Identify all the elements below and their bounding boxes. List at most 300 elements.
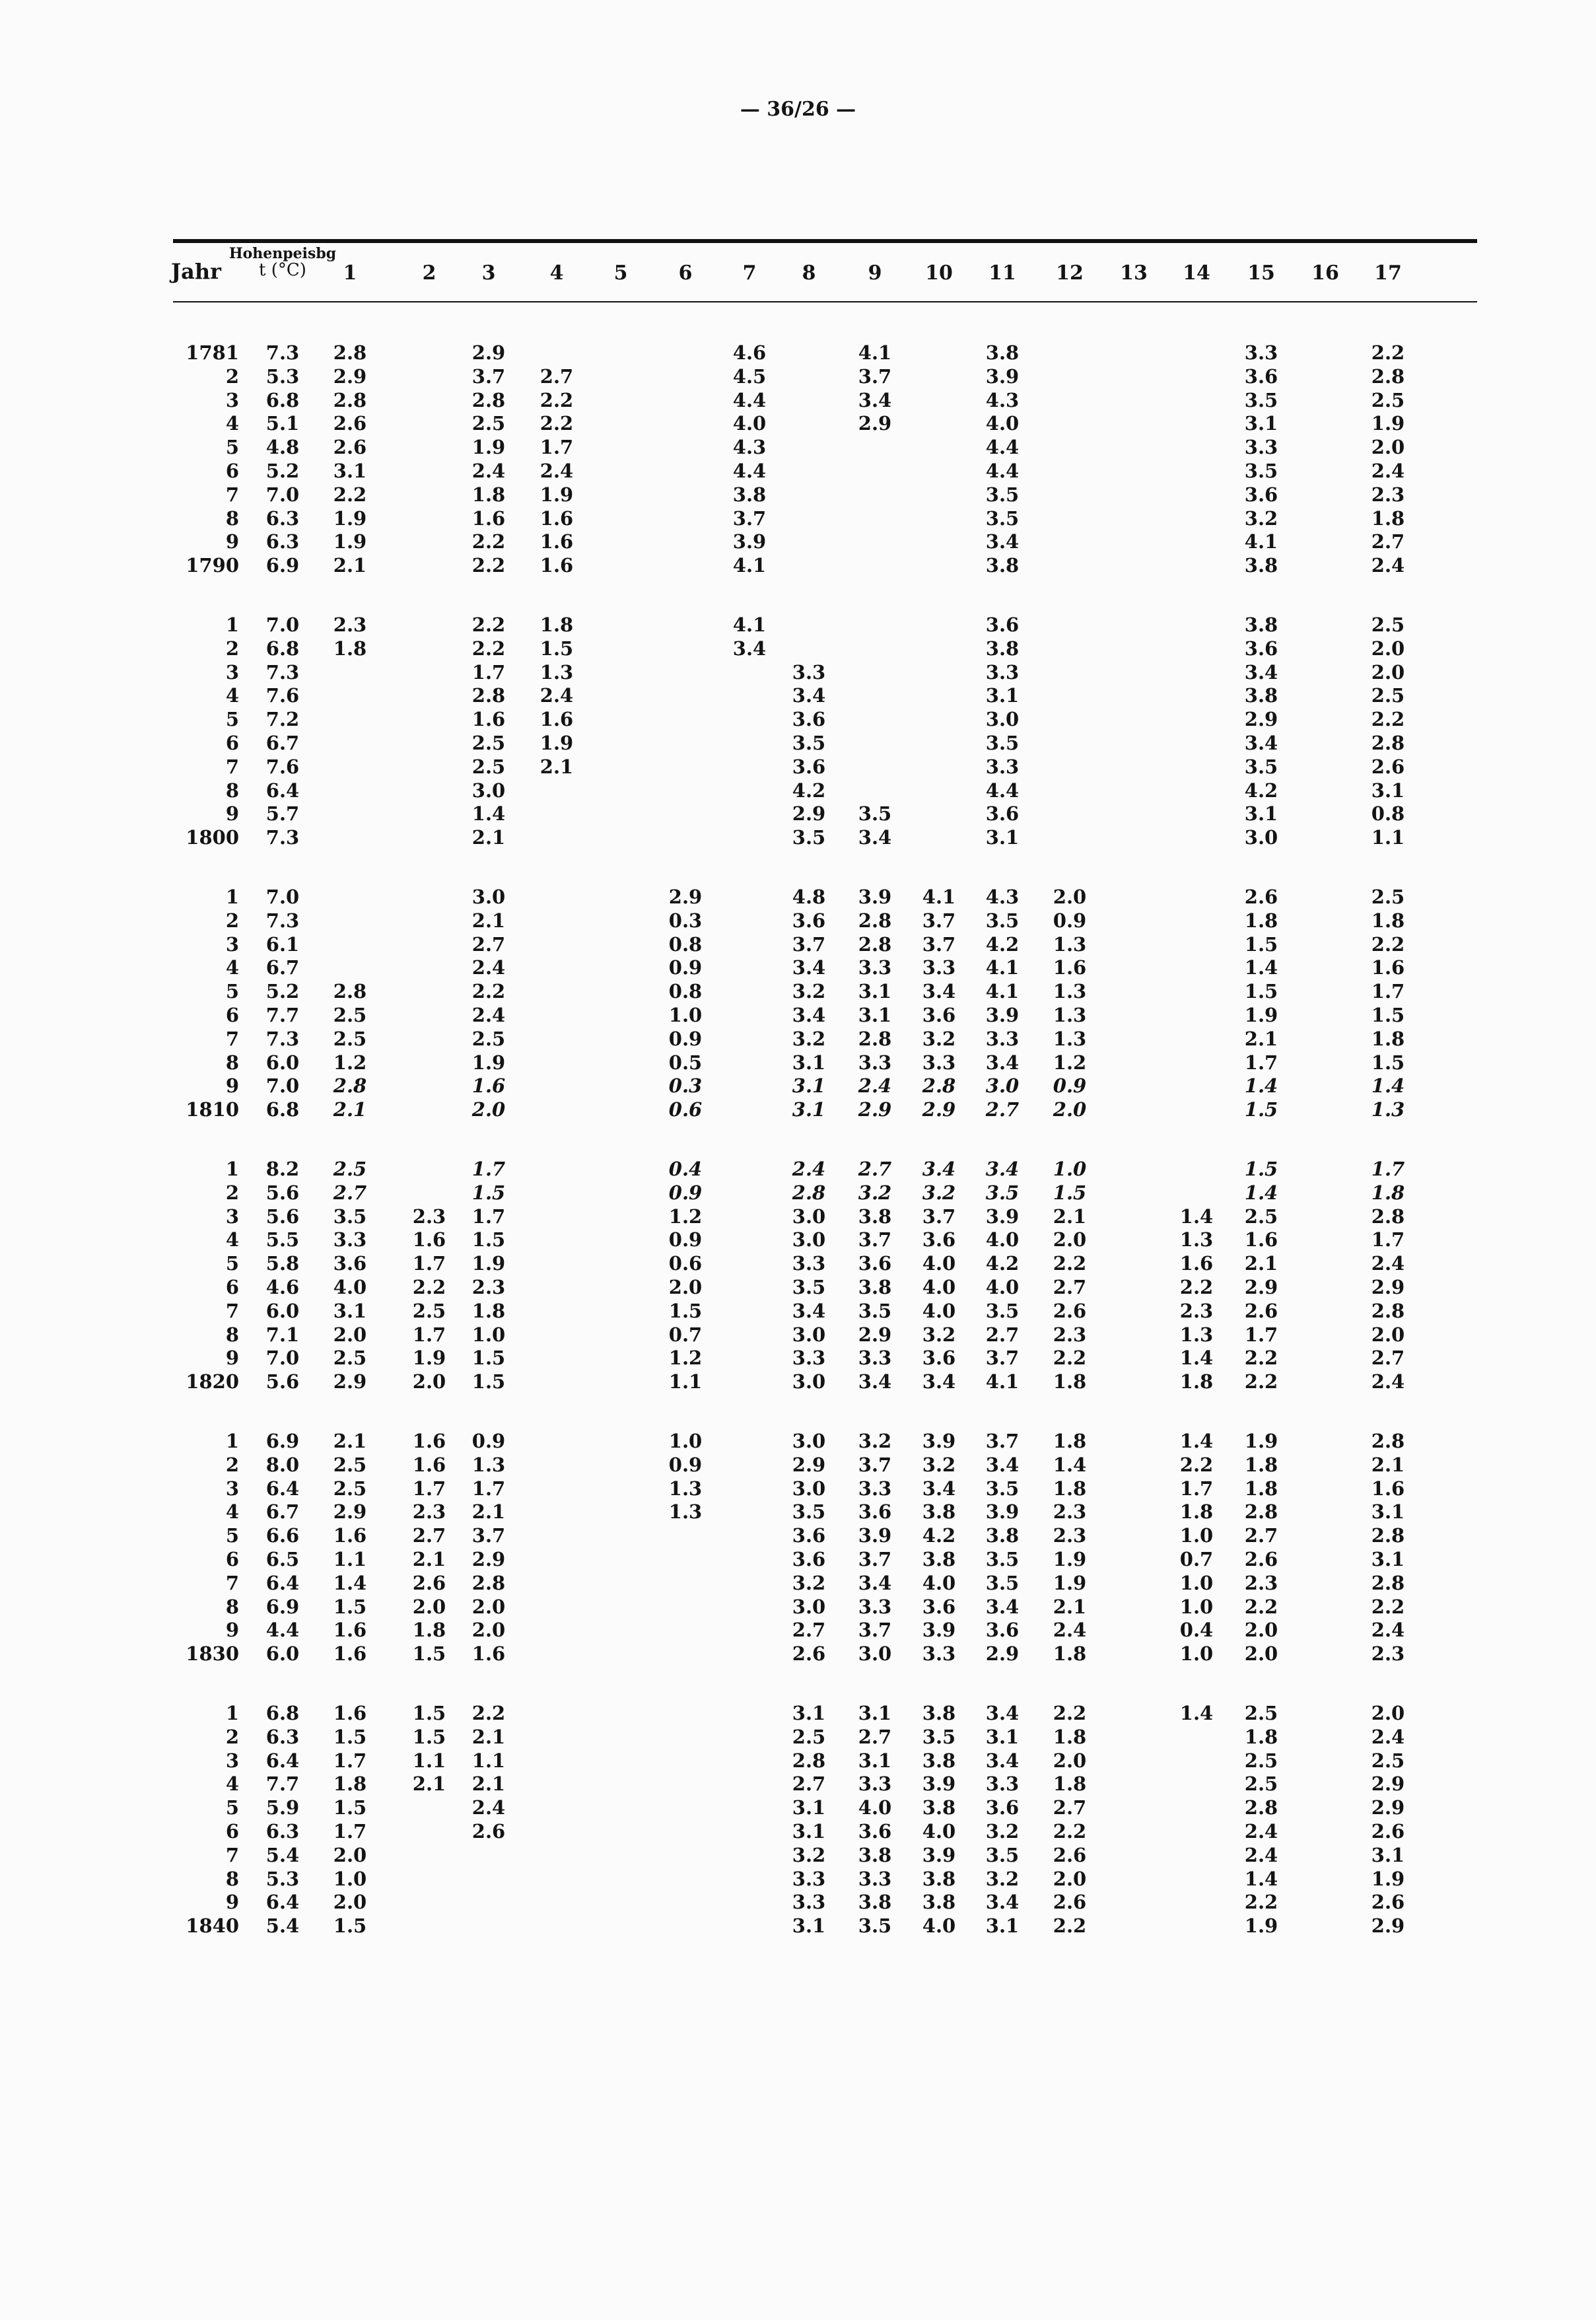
value-cell: 2.2 xyxy=(412,1276,446,1298)
table-row xyxy=(0,755,1596,779)
value-cell: 4.0 xyxy=(732,412,767,435)
station-value-cell: 5.1 xyxy=(265,412,300,435)
value-cell: 1.8 xyxy=(333,637,367,660)
value-cell: 2.8 xyxy=(922,1074,956,1098)
station-value-cell: 5.3 xyxy=(265,1867,300,1890)
value-cell: 1.9 xyxy=(539,483,574,506)
table-row xyxy=(0,1642,1596,1666)
year-cell: 9 xyxy=(225,1074,239,1098)
value-cell: 2.6 xyxy=(1371,1820,1405,1843)
column-header: 1 xyxy=(343,262,357,285)
year-cell: 2 xyxy=(225,1725,239,1748)
value-cell: 4.1 xyxy=(985,956,1020,979)
value-cell: 1.8 xyxy=(1053,1773,1087,1796)
value-cell: 2.1 xyxy=(539,755,574,778)
value-cell: 2.0 xyxy=(412,1370,446,1393)
value-cell: 1.9 xyxy=(1053,1571,1087,1594)
value-cell: 3.4 xyxy=(732,637,767,660)
value-cell: 2.7 xyxy=(985,1323,1020,1346)
value-cell: 1.3 xyxy=(1053,932,1087,956)
value-cell: 3.4 xyxy=(858,826,892,849)
value-cell: 1.9 xyxy=(412,1347,446,1370)
value-cell: 3.0 xyxy=(1244,826,1278,849)
year-cell: 7 xyxy=(225,1843,239,1866)
value-cell: 3.5 xyxy=(985,1477,1020,1500)
value-cell: 4.0 xyxy=(858,1796,892,1819)
value-cell: 1.0 xyxy=(668,1004,703,1026)
value-cell: 2.3 xyxy=(412,1500,446,1524)
value-cell: 3.1 xyxy=(1371,1843,1405,1866)
value-cell: 3.6 xyxy=(1244,483,1278,506)
year-cell: 3 xyxy=(225,1205,239,1228)
value-cell: 4.2 xyxy=(792,779,826,802)
value-cell: 1.6 xyxy=(412,1228,446,1251)
value-cell: 3.7 xyxy=(858,365,892,388)
value-cell: 1.8 xyxy=(1179,1500,1214,1524)
value-cell: 3.6 xyxy=(858,1500,892,1524)
value-cell: 3.8 xyxy=(985,1524,1020,1547)
value-cell: 2.5 xyxy=(471,755,506,778)
value-cell: 3.4 xyxy=(792,684,826,707)
value-cell: 2.1 xyxy=(471,1773,506,1796)
value-cell: 3.1 xyxy=(985,826,1020,849)
year-cell: 1 xyxy=(225,1430,239,1452)
value-cell: 2.2 xyxy=(471,530,506,553)
value-cell: 2.7 xyxy=(1053,1796,1087,1819)
value-cell: 2.9 xyxy=(1371,1276,1405,1298)
table-row xyxy=(0,885,1596,909)
value-cell: 1.6 xyxy=(333,1524,367,1547)
value-cell: 3.2 xyxy=(922,1323,956,1346)
value-cell: 3.8 xyxy=(858,1891,892,1914)
value-cell: 3.4 xyxy=(985,530,1020,553)
value-cell: 3.9 xyxy=(985,1500,1020,1524)
column-header: 12 xyxy=(1056,262,1084,285)
value-cell: 1.4 xyxy=(1244,1867,1278,1890)
value-cell: 1.6 xyxy=(471,1642,506,1666)
station-value-cell: 7.7 xyxy=(265,1773,300,1796)
station-value-cell: 6.4 xyxy=(265,1749,300,1772)
value-cell: 1.7 xyxy=(1371,1158,1405,1180)
value-cell: 3.5 xyxy=(858,1915,892,1938)
year-cell: 2 xyxy=(225,365,239,388)
value-cell: 2.1 xyxy=(471,826,506,849)
value-cell: 1.7 xyxy=(539,436,574,459)
table-top-rule xyxy=(173,239,1477,243)
table-row xyxy=(0,1595,1596,1619)
value-cell: 3.3 xyxy=(858,1867,892,1890)
station-value-cell: 6.7 xyxy=(265,1500,300,1524)
value-cell: 3.1 xyxy=(792,1051,826,1074)
table-row xyxy=(0,1453,1596,1477)
value-cell: 0.7 xyxy=(1179,1548,1214,1570)
value-cell: 4.4 xyxy=(732,388,767,411)
value-cell: 3.6 xyxy=(985,1796,1020,1819)
page-number: — 36/26 — xyxy=(740,98,856,121)
value-cell: 3.5 xyxy=(985,507,1020,530)
value-cell: 3.5 xyxy=(985,732,1020,754)
value-cell: 3.1 xyxy=(792,1702,826,1724)
value-cell: 3.4 xyxy=(985,1051,1020,1074)
value-cell: 2.5 xyxy=(471,412,506,435)
value-cell: 2.1 xyxy=(1371,1453,1405,1476)
value-cell: 1.3 xyxy=(668,1500,703,1524)
year-cell: 5 xyxy=(225,1524,239,1547)
station-value-cell: 6.4 xyxy=(265,779,300,802)
value-cell: 3.3 xyxy=(985,1773,1020,1796)
header-station xyxy=(229,246,336,279)
station-value-cell: 7.3 xyxy=(265,341,300,364)
header-year-label: Jahr xyxy=(171,259,221,284)
column-header: 16 xyxy=(1311,262,1339,285)
station-value-cell: 6.3 xyxy=(265,1725,300,1748)
value-cell: 3.8 xyxy=(922,1867,956,1890)
station-value-cell: 6.9 xyxy=(265,1430,300,1452)
value-cell: 2.8 xyxy=(333,341,367,364)
value-cell: 3.4 xyxy=(792,1004,826,1026)
value-cell: 3.3 xyxy=(858,1347,892,1370)
station-value-cell: 6.4 xyxy=(265,1477,300,1500)
value-cell: 2.2 xyxy=(1244,1370,1278,1393)
station-value-cell: 5.6 xyxy=(265,1205,300,1228)
column-header: 6 xyxy=(678,262,693,285)
year-cell: 1 xyxy=(225,1702,239,1724)
value-cell: 2.1 xyxy=(412,1548,446,1570)
year-cell: 1810 xyxy=(186,1098,239,1121)
value-cell: 2.5 xyxy=(333,1477,367,1500)
value-cell: 1.7 xyxy=(1244,1051,1278,1074)
value-cell: 3.7 xyxy=(858,1619,892,1642)
station-value-cell: 7.0 xyxy=(265,483,300,506)
value-cell: 2.2 xyxy=(471,614,506,636)
value-cell: 2.5 xyxy=(333,1004,367,1026)
value-cell: 2.8 xyxy=(471,388,506,411)
year-cell: 3 xyxy=(225,1477,239,1500)
value-cell: 1.3 xyxy=(1179,1228,1214,1251)
value-cell: 2.2 xyxy=(471,637,506,660)
value-cell: 1.6 xyxy=(412,1430,446,1452)
header-station-name: Hohenpeisbg xyxy=(228,245,337,262)
value-cell: 1.3 xyxy=(1371,1098,1405,1121)
value-cell: 2.8 xyxy=(858,1027,892,1050)
value-cell: 3.1 xyxy=(1371,779,1405,802)
table-row xyxy=(0,826,1596,849)
station-value-cell: 5.3 xyxy=(265,365,300,388)
value-cell: 3.1 xyxy=(792,1820,826,1843)
value-cell: 2.4 xyxy=(471,956,506,979)
value-cell: 2.1 xyxy=(333,554,367,577)
value-cell: 4.1 xyxy=(732,614,767,636)
value-cell: 3.3 xyxy=(858,1595,892,1618)
value-cell: 3.0 xyxy=(792,1228,826,1251)
station-value-cell: 6.7 xyxy=(265,732,300,754)
value-cell: 1.8 xyxy=(1053,1370,1087,1393)
value-cell: 3.4 xyxy=(858,1370,892,1393)
value-cell: 1.5 xyxy=(1244,1158,1278,1180)
value-cell: 1.8 xyxy=(1244,909,1278,932)
value-cell: 1.3 xyxy=(668,1477,703,1500)
value-cell: 1.5 xyxy=(471,1228,506,1251)
station-value-cell: 6.7 xyxy=(265,956,300,979)
value-cell: 3.8 xyxy=(858,1205,892,1228)
value-cell: 2.8 xyxy=(1244,1796,1278,1819)
value-cell: 2.0 xyxy=(471,1098,506,1121)
year-cell: 1781 xyxy=(186,341,239,364)
value-cell: 0.9 xyxy=(668,1027,703,1050)
station-value-cell: 6.8 xyxy=(265,1702,300,1724)
station-value-cell: 8.0 xyxy=(265,1453,300,1476)
value-cell: 2.1 xyxy=(412,1773,446,1796)
table-row xyxy=(0,956,1596,979)
value-cell: 1.9 xyxy=(1244,1915,1278,1938)
year-cell: 6 xyxy=(225,1004,239,1026)
value-cell: 2.9 xyxy=(792,1453,826,1476)
table-row xyxy=(0,731,1596,755)
value-cell: 2.8 xyxy=(1371,1430,1405,1452)
value-cell: 3.6 xyxy=(792,755,826,778)
value-cell: 1.9 xyxy=(471,436,506,459)
value-cell: 3.0 xyxy=(792,1370,826,1393)
value-cell: 1.5 xyxy=(471,1181,506,1204)
value-cell: 3.5 xyxy=(985,1299,1020,1322)
year-cell: 6 xyxy=(225,732,239,754)
value-cell: 1.7 xyxy=(412,1323,446,1346)
value-cell: 3.4 xyxy=(985,1749,1020,1772)
year-cell: 7 xyxy=(225,1571,239,1594)
value-cell: 3.5 xyxy=(922,1725,956,1748)
value-cell: 2.5 xyxy=(1371,388,1405,411)
table-row xyxy=(0,530,1596,553)
value-cell: 4.1 xyxy=(1244,530,1278,553)
value-cell: 2.0 xyxy=(1053,886,1087,908)
value-cell: 2.1 xyxy=(1244,1252,1278,1275)
value-cell: 2.7 xyxy=(792,1773,826,1796)
value-cell: 3.5 xyxy=(858,802,892,826)
year-cell: 6 xyxy=(225,1820,239,1843)
value-cell: 1.1 xyxy=(1371,826,1405,849)
station-value-cell: 5.6 xyxy=(265,1181,300,1204)
column-header: 4 xyxy=(549,262,564,285)
station-value-cell: 5.8 xyxy=(265,1252,300,1275)
column-header: 5 xyxy=(613,262,628,285)
value-cell: 2.4 xyxy=(792,1158,826,1180)
value-cell: 4.0 xyxy=(922,1571,956,1594)
value-cell: 1.3 xyxy=(471,1453,506,1476)
year-cell: 8 xyxy=(225,1867,239,1890)
value-cell: 2.9 xyxy=(1371,1796,1405,1819)
station-value-cell: 5.6 xyxy=(265,1370,300,1393)
value-cell: 3.4 xyxy=(985,1702,1020,1724)
value-cell: 1.6 xyxy=(539,507,574,530)
value-cell: 2.7 xyxy=(1244,1524,1278,1547)
station-value-cell: 6.0 xyxy=(265,1299,300,1322)
year-cell: 4 xyxy=(225,956,239,979)
value-cell: 1.5 xyxy=(1053,1181,1087,1204)
value-cell: 1.6 xyxy=(333,1702,367,1724)
table-row xyxy=(0,1228,1596,1251)
value-cell: 2.8 xyxy=(333,388,367,411)
year-cell: 8 xyxy=(225,1323,239,1346)
table-row xyxy=(0,411,1596,435)
value-cell: 1.2 xyxy=(668,1347,703,1370)
value-cell: 1.7 xyxy=(1244,1323,1278,1346)
value-cell: 2.9 xyxy=(333,1370,367,1393)
year-cell: 7 xyxy=(225,483,239,506)
value-cell: 2.9 xyxy=(1371,1773,1405,1796)
value-cell: 2.6 xyxy=(1371,1891,1405,1914)
value-cell: 3.6 xyxy=(922,1347,956,1370)
value-cell: 1.5 xyxy=(1244,1098,1278,1121)
station-value-cell: 7.3 xyxy=(265,660,300,684)
value-cell: 3.3 xyxy=(985,755,1020,778)
value-cell: 4.0 xyxy=(922,1276,956,1298)
year-cell: 9 xyxy=(225,1619,239,1642)
value-cell: 3.6 xyxy=(792,1524,826,1547)
station-value-cell: 4.8 xyxy=(265,436,300,459)
value-cell: 3.1 xyxy=(792,1098,826,1121)
value-cell: 3.5 xyxy=(792,826,826,849)
value-cell: 3.9 xyxy=(985,1205,1020,1228)
value-cell: 1.8 xyxy=(1371,1181,1405,1204)
value-cell: 2.2 xyxy=(1371,1595,1405,1618)
year-cell: 4 xyxy=(225,412,239,435)
value-cell: 2.8 xyxy=(333,1074,367,1098)
value-cell: 3.6 xyxy=(985,1619,1020,1642)
station-value-cell: 7.6 xyxy=(265,755,300,778)
value-cell: 2.5 xyxy=(1244,1773,1278,1796)
value-cell: 3.8 xyxy=(922,1749,956,1772)
station-value-cell: 7.0 xyxy=(265,614,300,636)
value-cell: 3.7 xyxy=(922,932,956,956)
value-cell: 3.1 xyxy=(985,684,1020,707)
value-cell: 2.5 xyxy=(792,1725,826,1748)
table-row xyxy=(0,1275,1596,1299)
value-cell: 2.0 xyxy=(1371,637,1405,660)
value-cell: 2.8 xyxy=(792,1181,826,1204)
value-cell: 3.3 xyxy=(792,1867,826,1890)
value-cell: 1.3 xyxy=(1053,980,1087,1003)
value-cell: 2.0 xyxy=(333,1323,367,1346)
value-cell: 1.9 xyxy=(1244,1004,1278,1026)
year-cell: 2 xyxy=(225,637,239,660)
table-row xyxy=(0,1749,1596,1773)
value-cell: 2.7 xyxy=(333,1181,367,1204)
value-cell: 4.3 xyxy=(985,388,1020,411)
value-cell: 1.1 xyxy=(333,1548,367,1570)
value-cell: 2.8 xyxy=(1371,1205,1405,1228)
value-cell: 1.4 xyxy=(1244,1181,1278,1204)
value-cell: 4.2 xyxy=(985,932,1020,956)
value-cell: 2.2 xyxy=(471,980,506,1003)
value-cell: 1.5 xyxy=(412,1642,446,1666)
value-cell: 3.4 xyxy=(985,1453,1020,1476)
table-row xyxy=(0,1205,1596,1228)
value-cell: 2.0 xyxy=(1053,1749,1087,1772)
value-cell: 2.7 xyxy=(792,1619,826,1642)
value-cell: 2.9 xyxy=(922,1098,956,1121)
value-cell: 1.0 xyxy=(1179,1595,1214,1618)
value-cell: 2.2 xyxy=(1053,1702,1087,1724)
station-value-cell: 6.0 xyxy=(265,1642,300,1666)
value-cell: 1.4 xyxy=(1244,1074,1278,1098)
value-cell: 2.0 xyxy=(1371,1702,1405,1724)
value-cell: 1.9 xyxy=(1371,412,1405,435)
value-cell: 3.3 xyxy=(792,1891,826,1914)
station-value-cell: 7.3 xyxy=(265,826,300,849)
value-cell: 2.3 xyxy=(412,1205,446,1228)
value-cell: 2.8 xyxy=(471,684,506,707)
value-cell: 2.1 xyxy=(333,1430,367,1452)
value-cell: 2.0 xyxy=(1053,1867,1087,1890)
value-cell: 3.6 xyxy=(792,909,826,932)
station-value-cell: 6.3 xyxy=(265,507,300,530)
column-header: 10 xyxy=(925,262,953,285)
value-cell: 2.1 xyxy=(471,1725,506,1748)
table-row xyxy=(0,507,1596,530)
value-cell: 2.5 xyxy=(1371,684,1405,707)
year-cell: 8 xyxy=(225,507,239,530)
value-cell: 3.8 xyxy=(985,341,1020,364)
station-value-cell: 7.0 xyxy=(265,1347,300,1370)
year-cell: 5 xyxy=(225,1796,239,1819)
value-cell: 0.3 xyxy=(668,1074,703,1098)
station-value-cell: 5.2 xyxy=(265,980,300,1003)
value-cell: 1.4 xyxy=(1244,956,1278,979)
value-cell: 3.0 xyxy=(792,1205,826,1228)
table-row xyxy=(0,1098,1596,1121)
year-cell: 9 xyxy=(225,1347,239,1370)
value-cell: 3.8 xyxy=(1244,684,1278,707)
value-cell: 3.0 xyxy=(792,1595,826,1618)
value-cell: 1.6 xyxy=(1053,956,1087,979)
value-cell: 3.3 xyxy=(922,956,956,979)
value-cell: 2.0 xyxy=(668,1276,703,1298)
value-cell: 1.8 xyxy=(1371,507,1405,530)
value-cell: 2.8 xyxy=(471,1571,506,1594)
value-cell: 2.2 xyxy=(471,1702,506,1724)
value-cell: 3.5 xyxy=(792,732,826,754)
value-cell: 2.6 xyxy=(1244,1299,1278,1322)
value-cell: 2.0 xyxy=(1371,1323,1405,1346)
table-row xyxy=(0,1867,1596,1891)
value-cell: 2.0 xyxy=(333,1843,367,1866)
value-cell: 3.3 xyxy=(922,1051,956,1074)
value-cell: 1.0 xyxy=(1179,1642,1214,1666)
value-cell: 3.2 xyxy=(792,1571,826,1594)
station-value-cell: 5.9 xyxy=(265,1796,300,1819)
value-cell: 0.9 xyxy=(1053,909,1087,932)
value-cell: 0.9 xyxy=(668,1181,703,1204)
station-value-cell: 6.4 xyxy=(265,1571,300,1594)
year-cell: 3 xyxy=(225,660,239,684)
value-cell: 2.7 xyxy=(985,1098,1020,1121)
year-cell: 4 xyxy=(225,684,239,707)
value-cell: 1.8 xyxy=(1371,909,1405,932)
value-cell: 1.0 xyxy=(1053,1158,1087,1180)
value-cell: 2.5 xyxy=(1371,614,1405,636)
value-cell: 3.5 xyxy=(1244,460,1278,482)
value-cell: 4.0 xyxy=(922,1820,956,1843)
value-cell: 3.7 xyxy=(985,1430,1020,1452)
value-cell: 2.2 xyxy=(1053,1347,1087,1370)
value-cell: 3.4 xyxy=(792,1299,826,1322)
value-cell: 4.3 xyxy=(732,436,767,459)
value-cell: 2.8 xyxy=(858,932,892,956)
value-cell: 0.5 xyxy=(668,1051,703,1074)
column-header: 7 xyxy=(742,262,757,285)
value-cell: 2.6 xyxy=(1053,1843,1087,1866)
value-cell: 2.4 xyxy=(471,460,506,482)
